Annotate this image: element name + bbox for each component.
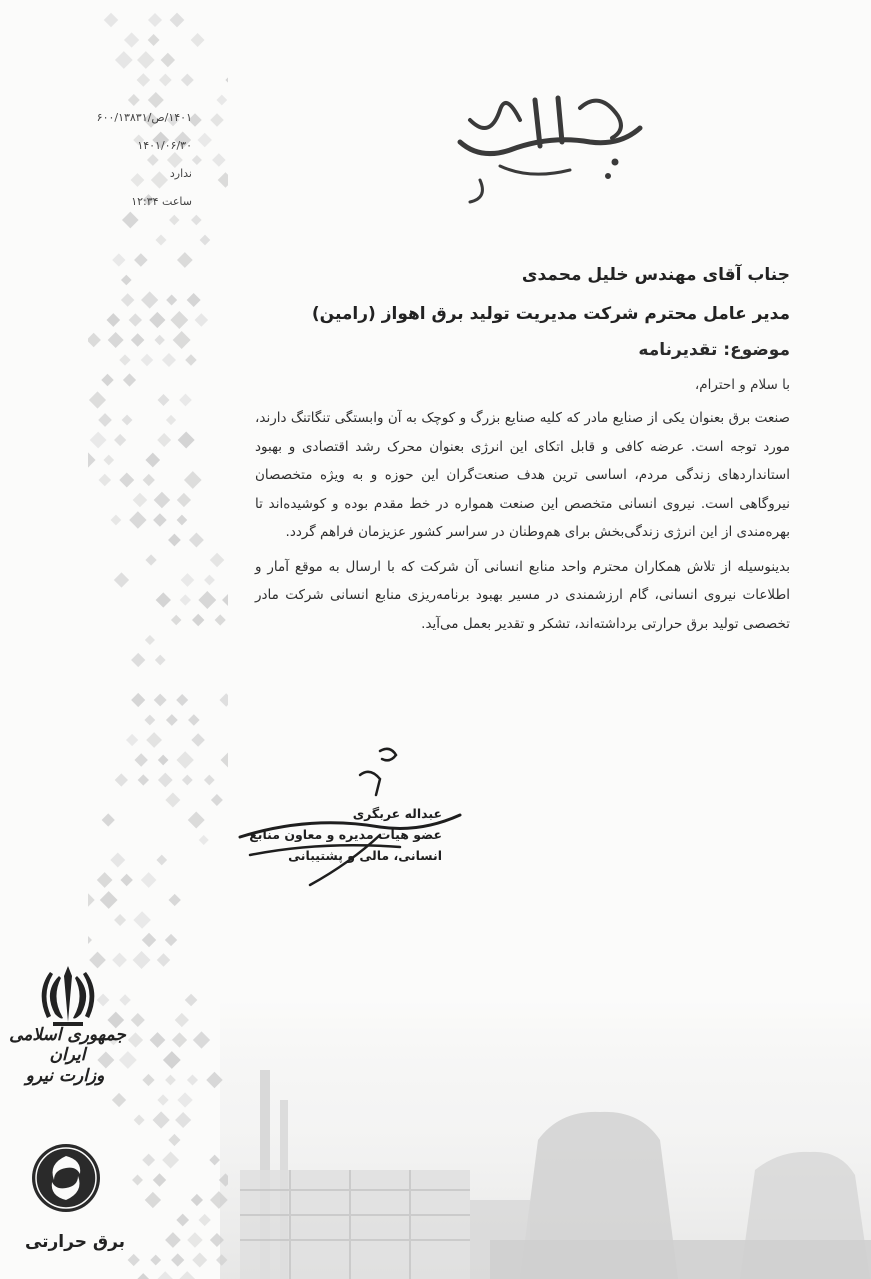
country-name: جمهوری اسلامی ایران bbox=[9, 1025, 126, 1065]
company-name: برق حرارتی bbox=[24, 1232, 126, 1252]
signatory-name: عبداله عربگری bbox=[352, 806, 442, 821]
signatory-title-line1: عضو هیات مدیره و معاون منابع bbox=[249, 827, 442, 842]
thermal-power-logo-icon bbox=[30, 1142, 102, 1214]
letter-attachment: ندارد bbox=[169, 167, 192, 180]
signature-block bbox=[230, 745, 470, 895]
signatory-title-line2: انسانی، مالی و پشتیبانی bbox=[288, 848, 442, 863]
bismillah-calligraphy-icon bbox=[440, 80, 650, 210]
recipient-title: مدیر عامل محترم شرکت مدیریت تولید برق اهواز (رامین) bbox=[311, 304, 790, 324]
power-plant-background-image bbox=[220, 1000, 871, 1279]
letter-subject: موضوع: تقدیرنامه bbox=[638, 340, 790, 360]
paragraph-2: بدینوسیله از تلاش همکاران محترم واحد منابع انسانی آن شرکت که با ارسال به موقع آمار و اطلاعات نیروی انسانی، گام ارزشمندی در مسیر بهبود برنامه‌ریزی منابع انسانی شرکت مادر تخصصی تولید برق حرارتی برداشته‌اند، تشکر و تقدیر بعمل می‌آید. bbox=[255, 558, 790, 632]
letter-meta bbox=[96, 104, 192, 216]
greeting: با سلام و احترام، bbox=[694, 377, 790, 393]
letter-date: ۱۴۰۱/۰۶/۳۰ bbox=[137, 139, 192, 152]
letter-body bbox=[255, 263, 790, 638]
ministry-name: وزارت نیرو bbox=[25, 1066, 105, 1086]
letter-time: ساعت ۱۲:۳۴ bbox=[131, 195, 192, 208]
recipient-name: جناب آقای مهندس خلیل محمدی bbox=[521, 265, 790, 285]
iran-emblem-icon bbox=[33, 962, 103, 1028]
letter-number: ۱۴۰۱/ص/۶۰۰/۱۳۸۳۱ bbox=[96, 111, 192, 124]
paragraph-1: صنعت برق بعنوان یکی از صنایع مادر که کلیه صنایع بزرگ و کوچک به آن وابستگی تنگاتنگ دارند، مورد توجه است. عرضه کافی و قابل اتکای این انرژی بعنوان محرک رشد اقتصادی و بهبود استانداردهای زندگی مردم، اساسی ترین هدف صنعت‌گران این حوزه و به ویژه متخصصان نیروگاهی است. نیروی انسانی متخصص این صنعت همواره در خط مقدم بوده و کوشیده‌اند تا بهره‌مندی از این انرژی زندگی‌بخش برای هم‌وطنان در سراسر کشور عزیزمان فراهم گردد. bbox=[255, 410, 790, 540]
